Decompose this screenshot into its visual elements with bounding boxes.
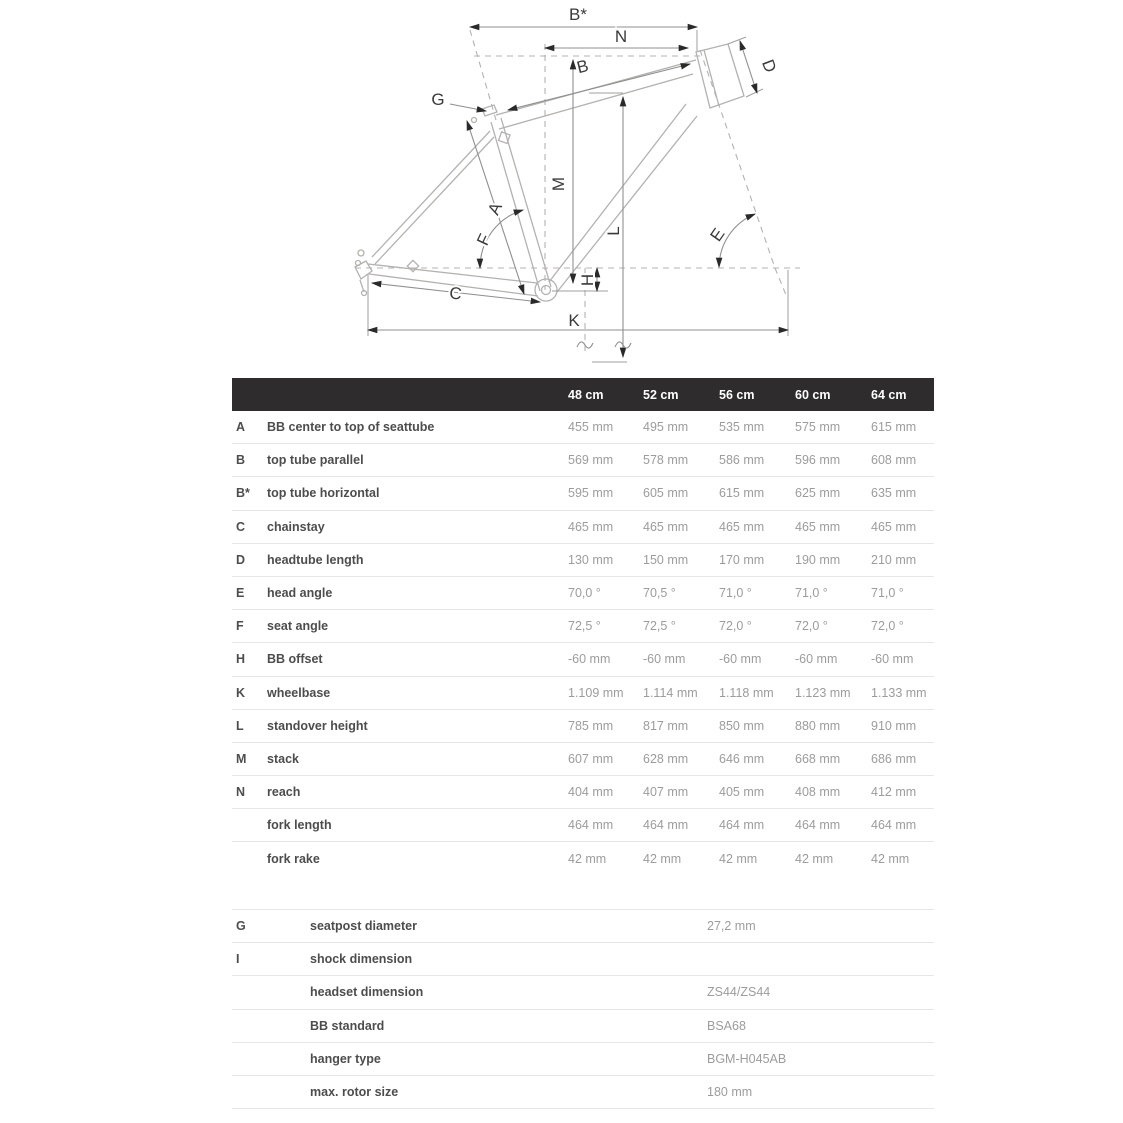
row-key: F (236, 619, 244, 634)
row-value: 408 mm (795, 785, 841, 800)
row-value: -60 mm (719, 652, 762, 667)
row-value: 190 mm (795, 552, 841, 567)
row-key: D (236, 552, 246, 567)
geometry-row (232, 677, 934, 710)
spec-row (232, 1043, 934, 1076)
row-label: headset dimension (310, 985, 424, 1000)
row-key: B (236, 453, 246, 468)
row-value: 70,0 ° (568, 586, 601, 601)
frame-geometry-diagram (0, 0, 1123, 375)
row-value: 42 mm (871, 852, 910, 867)
row-value: 575 mm (795, 420, 841, 435)
size-column-header: 52 cm (643, 387, 679, 402)
row-value: 407 mm (643, 785, 689, 800)
dimension-head-angle (706, 214, 755, 267)
row-value: 668 mm (795, 751, 841, 766)
size-column-header: 60 cm (795, 387, 831, 402)
row-value: 42 mm (719, 852, 758, 867)
row-label: standover height (267, 718, 368, 733)
label-head-angle: E (706, 224, 729, 245)
row-value: 495 mm (643, 420, 689, 435)
row-value: 1.109 mm (568, 685, 624, 700)
dimension-reach (545, 27, 688, 48)
row-label: fork rake (267, 852, 320, 867)
row-value: -60 mm (871, 652, 914, 667)
spec-row (232, 910, 934, 943)
row-label: top tube horizontal (267, 486, 380, 501)
geometry-row (232, 710, 934, 743)
frame-drawing (355, 44, 744, 304)
row-value: -60 mm (795, 652, 838, 667)
geometry-row (232, 643, 934, 676)
row-value: 646 mm (719, 751, 765, 766)
row-value: 578 mm (643, 453, 689, 468)
label-bb-offset: H (578, 273, 597, 287)
row-value: BGM-H045AB (707, 1051, 787, 1066)
geometry-row (232, 743, 934, 776)
geometry-row (232, 444, 934, 477)
row-value: 42 mm (568, 852, 607, 867)
label-wheelbase: K (568, 311, 580, 330)
spec-row (232, 1010, 934, 1043)
label-seat-angle: F (473, 230, 495, 249)
row-label: shock dimension (310, 952, 413, 967)
row-value: ZS44/ZS44 (707, 985, 771, 1000)
row-key: L (236, 718, 244, 733)
row-label: fork length (267, 818, 332, 833)
row-value: 72,0 ° (795, 619, 828, 634)
row-value: 464 mm (795, 818, 841, 833)
size-column-header: 56 cm (719, 387, 755, 402)
row-label: head angle (267, 586, 333, 601)
row-label: stack (267, 751, 299, 766)
row-value: 71,0 ° (719, 586, 752, 601)
row-key: I (236, 952, 240, 967)
row-key: N (236, 785, 246, 800)
geometry-table (232, 378, 934, 876)
row-value: 535 mm (719, 420, 765, 435)
row-value: 880 mm (795, 718, 841, 733)
row-value: 465 mm (568, 519, 614, 534)
row-label: headtube length (267, 552, 364, 567)
row-label: hanger type (310, 1051, 381, 1066)
label-headtube: D (758, 56, 781, 76)
row-value: 72,5 ° (568, 619, 601, 634)
row-value: 817 mm (643, 718, 689, 733)
row-value: 150 mm (643, 552, 689, 567)
row-key: H (236, 652, 246, 667)
row-value: 464 mm (871, 818, 917, 833)
row-value: 1.114 mm (643, 685, 698, 700)
row-value: 130 mm (568, 552, 614, 567)
row-value: 615 mm (719, 486, 765, 501)
geometry-row (232, 610, 934, 643)
label-seattube: A (484, 199, 507, 218)
row-value: 42 mm (643, 852, 682, 867)
row-value: 465 mm (719, 519, 765, 534)
row-value: BSA68 (707, 1018, 746, 1033)
row-label: BB offset (267, 652, 323, 667)
row-value: 404 mm (568, 785, 614, 800)
geometry-row (232, 477, 934, 510)
geometry-row (232, 842, 934, 875)
label-top-tube: B (574, 56, 591, 78)
row-value: 71,0 ° (795, 586, 828, 601)
spec-row (232, 976, 934, 1009)
dimension-seat-angle (473, 210, 523, 268)
row-value: 785 mm (568, 718, 614, 733)
row-label: seat angle (267, 619, 329, 634)
dimension-stack (549, 60, 573, 283)
dimension-seatpost (431, 90, 486, 111)
geometry-table-body (232, 411, 934, 876)
row-key: M (236, 751, 247, 766)
row-value: 210 mm (871, 552, 917, 567)
row-label: BB standard (310, 1018, 385, 1033)
row-value: 465 mm (795, 519, 841, 534)
geometry-row (232, 544, 934, 577)
row-value: 569 mm (568, 453, 614, 468)
row-value: 42 mm (795, 852, 834, 867)
label-seatpost: G (431, 90, 445, 109)
row-value: 180 mm (707, 1085, 753, 1100)
spec-row (232, 1076, 934, 1109)
geometry-row (232, 411, 934, 444)
row-value: 71,0 ° (871, 586, 904, 601)
row-value: 607 mm (568, 751, 614, 766)
row-value: 910 mm (871, 718, 917, 733)
row-key: K (236, 685, 246, 700)
row-key: E (236, 586, 245, 601)
dimension-wheelbase (368, 311, 788, 330)
row-value: 596 mm (795, 453, 841, 468)
row-value: -60 mm (568, 652, 611, 667)
row-value: 464 mm (643, 818, 689, 833)
row-label: chainstay (267, 519, 325, 534)
geometry-row (232, 776, 934, 809)
geometry-table-header (232, 378, 934, 411)
row-value: -60 mm (643, 652, 686, 667)
row-value: 595 mm (568, 486, 614, 501)
row-value: 70,5 ° (643, 586, 676, 601)
row-value: 72,0 ° (871, 619, 904, 634)
size-column-header: 48 cm (568, 387, 604, 402)
row-value: 850 mm (719, 718, 765, 733)
spec-table (232, 909, 934, 1109)
row-value: 464 mm (719, 818, 765, 833)
row-label: max. rotor size (310, 1085, 399, 1100)
row-key: G (236, 919, 246, 934)
dimension-bstar (470, 5, 697, 27)
geometry-row (232, 577, 934, 610)
row-value: 686 mm (871, 751, 917, 766)
row-label: BB center to top of seattube (267, 420, 435, 435)
construction-lines (355, 30, 800, 356)
row-value: 455 mm (568, 420, 614, 435)
row-label: seatpost diameter (310, 919, 417, 934)
dimension-standover (577, 93, 631, 362)
row-value: 465 mm (871, 519, 917, 534)
row-value: 1.118 mm (719, 685, 774, 700)
row-key: B* (236, 486, 250, 501)
label-top-tube-horizontal: B* (569, 5, 587, 24)
spec-row (232, 943, 934, 976)
row-value: 1.133 mm (871, 685, 927, 700)
row-value: 405 mm (719, 785, 765, 800)
label-stack: M (549, 176, 568, 192)
label-reach: N (614, 27, 628, 46)
row-value: 605 mm (643, 486, 689, 501)
row-value: 1.123 mm (795, 685, 851, 700)
row-value: 625 mm (795, 486, 841, 501)
spec-table-body (232, 910, 934, 1109)
row-value: 615 mm (871, 420, 917, 435)
row-value: 412 mm (871, 785, 917, 800)
row-value: 628 mm (643, 751, 689, 766)
row-label: reach (267, 785, 301, 800)
row-label: top tube parallel (267, 453, 364, 468)
label-chainstay: C (448, 283, 463, 304)
row-key: A (236, 420, 246, 435)
row-value: 72,5 ° (643, 619, 676, 634)
row-value: 72,0 ° (719, 619, 752, 634)
row-key: C (236, 519, 246, 534)
row-label: wheelbase (267, 685, 331, 700)
dimension-headtube (728, 37, 780, 97)
row-value: 464 mm (568, 818, 614, 833)
row-value: 170 mm (719, 552, 765, 567)
row-value: 635 mm (871, 486, 917, 501)
row-value: 465 mm (643, 519, 689, 534)
geometry-row (232, 809, 934, 842)
size-column-header: 64 cm (871, 387, 907, 402)
row-value: 586 mm (719, 453, 765, 468)
row-value: 608 mm (871, 453, 917, 468)
row-value: 27,2 mm (707, 919, 756, 934)
label-standover: L (604, 226, 623, 236)
geometry-row (232, 511, 934, 544)
